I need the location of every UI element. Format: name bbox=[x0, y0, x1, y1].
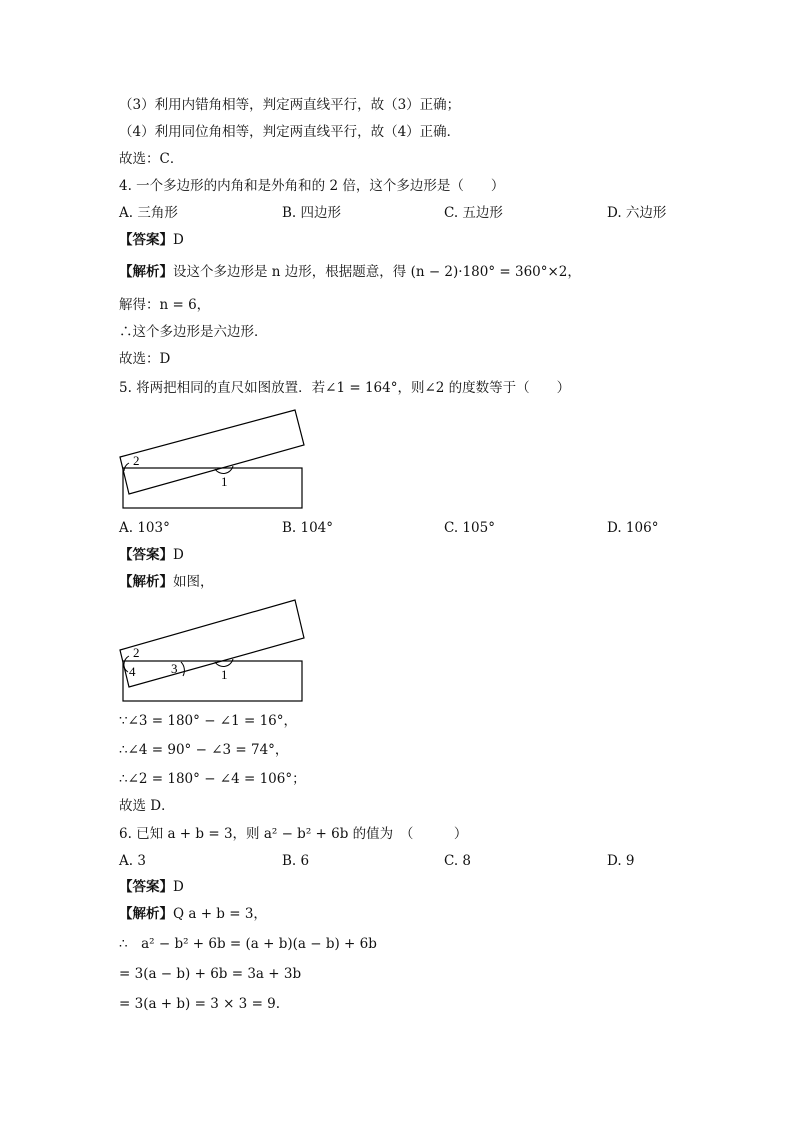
q4-option-c: C. 五边形 bbox=[444, 205, 503, 221]
q6-stem: 6. 已知 a + b = 3，则 a² − b² + 6b 的值为 （ ） bbox=[119, 826, 468, 842]
answer-tag: 【答案】 bbox=[119, 879, 173, 895]
analysis-tag: 【解析】 bbox=[119, 264, 173, 280]
q6-step-1: ∴ a² − b² + 6b = (a + b)(a − b) + 6b bbox=[119, 936, 377, 952]
answer-tag: 【答案】 bbox=[119, 547, 173, 563]
q4-option-a: A. 三角形 bbox=[119, 205, 178, 221]
label-angle-2: 2 bbox=[133, 645, 140, 660]
q5-step-1: ∵∠3 = 180° − ∠1 = 16°， bbox=[119, 713, 298, 729]
solution-line-3: （3）利用内错角相等，判定两直线平行，故（3）正确； bbox=[119, 97, 461, 113]
q5-step-3: ∴∠2 = 180° − ∠4 = 106°； bbox=[119, 771, 306, 787]
q5-answer bbox=[119, 545, 184, 565]
label-angle-1: 1 bbox=[221, 474, 228, 489]
q4-stem: 4. 一个多边形的内角和是外角和的 2 倍，这个多边形是（ ） bbox=[119, 178, 505, 194]
q6-analysis bbox=[119, 904, 267, 924]
rulers-figure-1 bbox=[115, 405, 310, 513]
prev-choice: 故选：C． bbox=[119, 151, 184, 167]
analysis-text: Q a + b = 3， bbox=[173, 906, 267, 922]
q5-option-a: A. 103° bbox=[119, 520, 170, 536]
q4-solve: 解得：n = 6， bbox=[119, 297, 211, 313]
q6-option-a: A. 3 bbox=[119, 853, 146, 869]
q6-option-d: D. 9 bbox=[607, 853, 635, 869]
q4-option-d: D. 六边形 bbox=[607, 205, 667, 221]
label-angle-3: 3 bbox=[171, 661, 178, 676]
angle-2-arc bbox=[124, 656, 129, 664]
q4-choice: 故选：D bbox=[119, 351, 171, 367]
q5-analysis bbox=[119, 572, 214, 592]
q5-option-b: B. 104° bbox=[282, 520, 334, 536]
q4-conclusion: ∴这个多边形是六边形． bbox=[119, 324, 268, 340]
analysis-text: 如图， bbox=[173, 574, 214, 590]
q5-option-d: D. 106° bbox=[607, 520, 659, 536]
angle-2-arc bbox=[124, 463, 129, 471]
q4-answer bbox=[119, 230, 184, 250]
q5-stem: 5. 将两把相同的直尺如图放置．若∠1 = 164°，则∠2 的度数等于（ ） bbox=[119, 380, 571, 396]
q6-option-c: C. 8 bbox=[444, 853, 472, 869]
q6-step-3: = 3(a + b) = 3 × 3 = 9. bbox=[119, 996, 281, 1012]
answer-value: D bbox=[173, 879, 184, 895]
q5-option-c: C. 105° bbox=[444, 520, 495, 536]
q5-step-2: ∴∠4 = 90° − ∠3 = 74°， bbox=[119, 742, 289, 758]
answer-value: D bbox=[173, 547, 184, 563]
analysis-tag: 【解析】 bbox=[119, 906, 173, 922]
q6-option-b: B. 6 bbox=[282, 853, 310, 869]
tilted-ruler bbox=[120, 410, 304, 494]
answer-value: D bbox=[173, 232, 184, 248]
angle-3-arc bbox=[181, 662, 184, 676]
q4-option-b: B. 四边形 bbox=[282, 205, 342, 221]
solution-line-4: （4）利用同位角相等，判定两直线平行，故（4）正确． bbox=[119, 124, 461, 140]
q6-step-2: = 3(a − b) + 6b = 3a + 3b bbox=[119, 966, 302, 982]
analysis-tag: 【解析】 bbox=[119, 574, 173, 590]
label-angle-1: 1 bbox=[221, 667, 228, 682]
answer-tag: 【答案】 bbox=[119, 232, 173, 248]
q4-analysis bbox=[119, 262, 581, 282]
q5-choice: 故选 D． bbox=[119, 798, 175, 814]
label-angle-2: 2 bbox=[133, 453, 140, 468]
label-angle-4: 4 bbox=[129, 664, 136, 679]
tilted-ruler bbox=[120, 600, 304, 687]
rulers-figure-2 bbox=[115, 598, 310, 706]
q6-answer bbox=[119, 877, 184, 897]
analysis-text: 设这个多边形是 n 边形，根据题意，得 (n − 2)·180° = 360°×2， bbox=[173, 264, 581, 280]
